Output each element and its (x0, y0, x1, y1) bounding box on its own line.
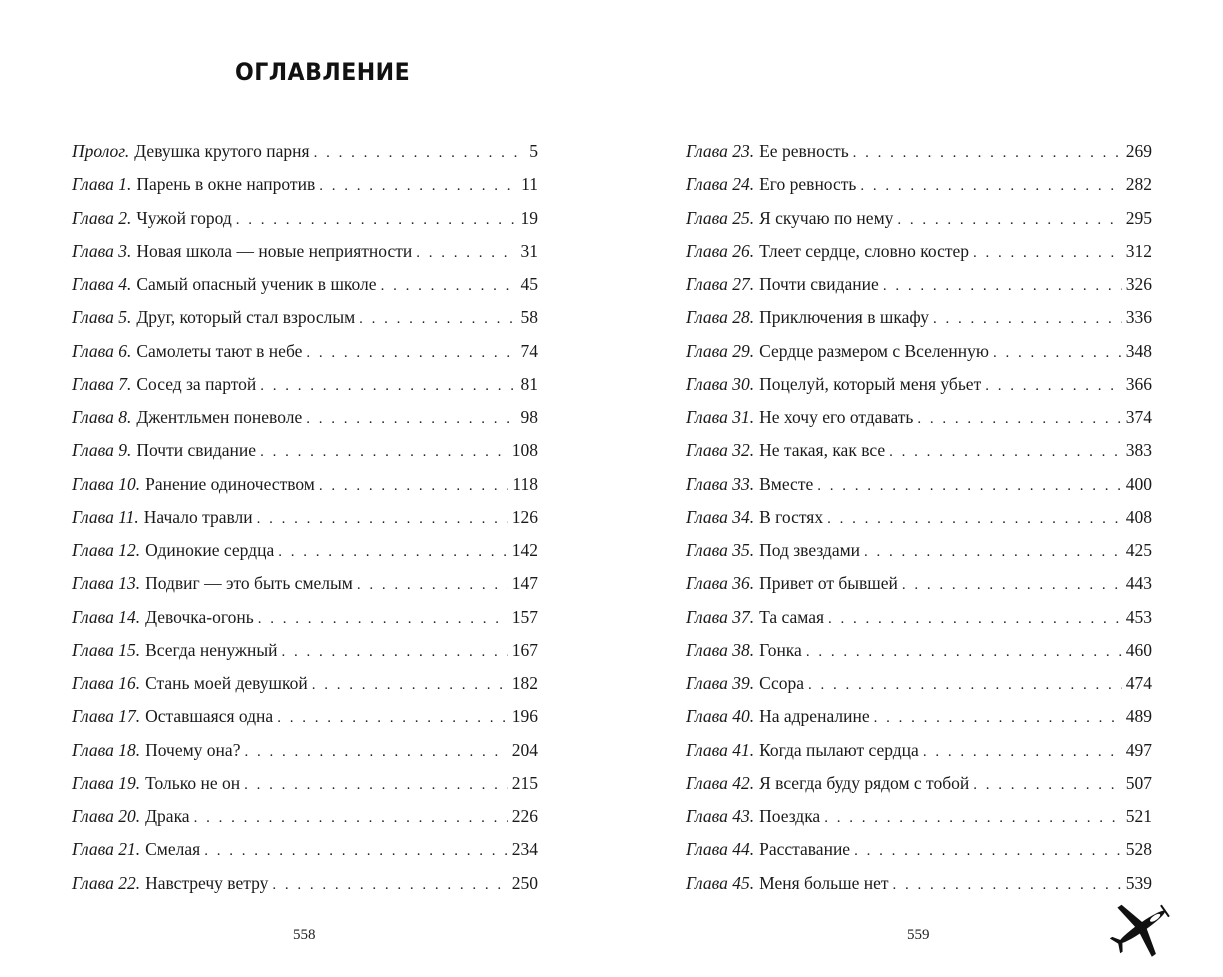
toc-entry-title: Чужой город (136, 207, 232, 228)
toc-entry (72, 833, 538, 866)
airplane-icon (1108, 893, 1176, 961)
toc-entry (72, 634, 538, 667)
dot-leader (319, 170, 517, 203)
toc-entry-title: Навстречу ветру (145, 872, 269, 893)
toc-entry-label: Глава 24. (686, 174, 755, 195)
toc-entry-page: 521 (1125, 806, 1152, 826)
toc-entry-page: 374 (1125, 407, 1152, 427)
dot-leader (828, 603, 1122, 636)
toc-entry-page: 19 (520, 207, 538, 228)
toc-entry-page: 366 (1125, 373, 1152, 394)
toc-entry-label: Глава 41. (686, 739, 755, 760)
toc-entry-page: 167 (511, 639, 538, 660)
toc-entry-title: Самый опасный ученик в школе (136, 274, 377, 294)
toc-entry (686, 634, 1152, 667)
toc-entry-label: Глава 36. (686, 573, 755, 594)
toc-entry-page: 98 (520, 407, 538, 427)
toc-entry-page: 215 (511, 772, 538, 793)
toc-entry-page: 383 (1125, 440, 1152, 461)
toc-entry-label: Глава 22. (72, 872, 141, 893)
dot-leader (917, 403, 1121, 436)
dot-leader (281, 636, 507, 669)
dot-leader (985, 370, 1122, 403)
dot-leader (260, 436, 508, 469)
toc-entry-page: 31 (520, 240, 538, 261)
toc-entry-title: Джентльмен поневоле (136, 407, 303, 427)
page-number-left: 558 (293, 927, 316, 943)
dot-leader (973, 237, 1122, 270)
dot-leader (889, 436, 1122, 469)
toc-entry-page: 295 (1125, 207, 1152, 228)
toc-entry (72, 567, 538, 600)
toc-entry-label: Глава 2. (72, 207, 132, 228)
toc-entry-title: Сосед за партой (136, 373, 257, 394)
toc-entry-page: 453 (1125, 606, 1152, 627)
toc-entry (686, 368, 1152, 401)
toc-entry-label: Глава 29. (686, 340, 755, 361)
toc-entry (72, 135, 538, 168)
toc-entry-label: Глава 44. (686, 839, 755, 860)
toc-entry-title: Ее ревность (759, 141, 849, 161)
dot-leader (808, 669, 1122, 702)
toc-entry-title: Друг, который стал взрослым (136, 307, 356, 328)
toc-entry-label: Глава 7. (72, 373, 132, 394)
dot-leader (381, 270, 517, 303)
toc-entry-page: 425 (1125, 540, 1152, 560)
toc-entry-label: Глава 30. (686, 373, 755, 394)
toc-entry-label: Глава 8. (72, 407, 132, 427)
toc-entry (72, 235, 538, 268)
toc-entry-title: В гостях (759, 506, 824, 527)
toc-entry-label: Глава 28. (686, 307, 755, 328)
toc-entry-label: Глава 12. (72, 540, 141, 560)
toc-entry-page: 196 (511, 706, 538, 727)
toc-entry-page: 312 (1125, 240, 1152, 261)
dot-leader (993, 337, 1122, 370)
dot-leader (314, 137, 526, 170)
toc-entry-title: Новая школа — новые неприятности (136, 240, 413, 261)
toc-entry (686, 601, 1152, 634)
toc-entry-title: Не такая, как все (759, 440, 886, 461)
toc-entry-title: Привет от бывшей (759, 573, 898, 594)
dot-leader (260, 370, 516, 403)
toc-entry (686, 168, 1152, 201)
toc-entry-label: Глава 32. (686, 440, 755, 461)
toc-entry (72, 734, 538, 767)
dot-leader (278, 536, 508, 569)
toc-entry-title: Я всегда буду рядом с тобой (759, 772, 970, 793)
toc-entry-label: Глава 13. (72, 573, 141, 594)
dot-leader (893, 869, 1122, 902)
dot-leader (204, 835, 508, 868)
toc-entry-page: 5 (529, 141, 538, 161)
toc-entry-label: Глава 33. (686, 473, 755, 494)
dot-leader (883, 270, 1122, 303)
toc-column-left (72, 135, 538, 900)
toc-entry (686, 434, 1152, 467)
toc-entry-title: Под звездами (759, 540, 861, 560)
toc-entry-label: Глава 21. (72, 839, 141, 860)
toc-entry (72, 168, 538, 201)
page-title: ОГЛАВЛЕНИЕ (235, 58, 411, 86)
toc-entry-page: 539 (1125, 872, 1152, 893)
toc-entry (686, 700, 1152, 733)
toc-entry (72, 501, 538, 534)
toc-entry (686, 833, 1152, 866)
dot-leader (272, 869, 507, 902)
dot-leader (824, 802, 1122, 835)
toc-entry-page: 400 (1125, 473, 1152, 494)
toc-entry-title: Стань моей девушкой (145, 673, 308, 693)
toc-entry (72, 867, 538, 900)
toc-entry-page: 74 (520, 340, 538, 361)
toc-entry-title: Одинокие сердца (145, 540, 275, 560)
toc-entry (686, 734, 1152, 767)
toc-entry-title: Почти свидание (759, 274, 879, 294)
toc-entry-label: Глава 38. (686, 639, 755, 660)
dot-leader (258, 603, 508, 636)
dot-leader (864, 536, 1122, 569)
dot-leader (854, 835, 1122, 868)
toc-entry-page: 182 (511, 673, 538, 693)
dot-leader (902, 569, 1122, 602)
dot-leader (194, 802, 508, 835)
toc-entry-title: Тлеет сердце, словно костер (759, 240, 970, 261)
toc-entry-title: Ранение одиночеством (145, 473, 315, 494)
toc-entry-page: 147 (511, 573, 538, 594)
toc-entry-title: Только не он (145, 772, 241, 793)
toc-entry-title: Драка (145, 806, 190, 826)
dot-leader (416, 237, 516, 270)
toc-entry (72, 700, 538, 733)
toc-entry-page: 474 (1125, 673, 1152, 693)
toc-entry-label: Глава 35. (686, 540, 755, 560)
toc-entry (686, 534, 1152, 567)
dot-leader (817, 470, 1122, 503)
toc-entry-page: 408 (1125, 506, 1152, 527)
dot-leader (923, 736, 1122, 769)
toc-entry-page: 326 (1125, 274, 1152, 294)
toc-entry-label: Глава 3. (72, 240, 132, 261)
toc-entry-page: 269 (1125, 141, 1152, 161)
toc-entry-page: 142 (511, 540, 538, 560)
toc-entry-label: Глава 15. (72, 639, 141, 660)
toc-entry-page: 118 (512, 473, 538, 494)
toc-entry-label: Глава 19. (72, 772, 141, 793)
toc-entry-label: Глава 40. (686, 706, 755, 727)
toc-entry (72, 434, 538, 467)
toc-entry-title: Парень в окне напротив (136, 174, 316, 195)
toc-entry-title: Приключения в шкафу (759, 307, 929, 328)
dot-leader (897, 204, 1121, 237)
toc-entry-page: 497 (1125, 739, 1152, 760)
toc-entry-label: Глава 11. (72, 506, 139, 527)
dot-leader (359, 303, 516, 336)
toc-entry-label: Глава 16. (72, 673, 141, 693)
toc-entry (686, 667, 1152, 700)
dot-leader (257, 503, 508, 536)
toc-entry (686, 335, 1152, 368)
toc-entry-page: 528 (1125, 839, 1152, 860)
dot-leader (874, 702, 1122, 735)
dot-leader (860, 170, 1121, 203)
toc-entry-page: 336 (1125, 307, 1152, 328)
toc-entry-title: Самолеты тают в небе (136, 340, 303, 361)
toc-entry (686, 268, 1152, 301)
toc-entry-label: Глава 9. (72, 440, 132, 461)
toc-entry-title: Я скучаю по нему (759, 207, 894, 228)
toc-entry-title: Поцелуй, который меня убьет (759, 373, 982, 394)
dot-leader (827, 503, 1122, 536)
toc-entry-label: Глава 37. (686, 606, 755, 627)
toc-entry-title: Та самая (759, 606, 825, 627)
toc-entry-title: Девушка крутого парня (134, 141, 310, 161)
toc-entry (686, 501, 1152, 534)
toc-entry-title: Расставание (759, 839, 851, 860)
toc-entry (686, 135, 1152, 168)
toc-entry-label: Глава 4. (72, 274, 132, 294)
toc-entry-page: 11 (521, 174, 538, 195)
toc-entry-label: Глава 31. (686, 407, 755, 427)
dot-leader (357, 569, 508, 602)
toc-entry-page: 489 (1125, 706, 1152, 727)
toc-entry (72, 335, 538, 368)
toc-entry-label: Глава 18. (72, 739, 141, 760)
toc-entry-title: Ссора (759, 673, 805, 693)
toc-entry (686, 767, 1152, 800)
toc-entry-page: 348 (1125, 340, 1152, 361)
toc-entry-label: Глава 1. (72, 174, 132, 195)
toc-entry (72, 401, 538, 434)
toc-entry (72, 368, 538, 401)
toc-entry-label: Пролог. (72, 141, 130, 161)
toc-entry-label: Глава 43. (686, 806, 755, 826)
toc-entry-label: Глава 23. (686, 141, 755, 161)
toc-entry (686, 867, 1152, 900)
toc-entry (686, 800, 1152, 833)
toc-entry (686, 567, 1152, 600)
toc-entry-page: 157 (511, 606, 538, 627)
toc-entry-label: Глава 17. (72, 706, 141, 727)
toc-entry-title: Смелая (145, 839, 201, 860)
toc-entry-title: Не хочу его отдавать (759, 407, 914, 427)
toc-entry (72, 202, 538, 235)
toc-entry-label: Глава 42. (686, 772, 755, 793)
toc-entry-page: 234 (511, 839, 538, 860)
toc-entry-title: Гонка (759, 639, 802, 660)
toc-entry (72, 667, 538, 700)
dot-leader (236, 204, 517, 237)
toc-entry (72, 534, 538, 567)
dot-leader (853, 137, 1122, 170)
toc-entry-label: Глава 45. (686, 872, 755, 893)
toc-entry-title: Меня больше нет (759, 872, 889, 893)
toc-entry-title: Вместе (759, 473, 814, 494)
toc-entry-page: 81 (520, 373, 538, 394)
toc-entry-label: Глава 39. (686, 673, 755, 693)
toc-entry-page: 204 (511, 739, 538, 760)
toc-entry-label: Глава 20. (72, 806, 141, 826)
toc-entry-title: Девочка-огонь (145, 606, 254, 627)
toc-entry (686, 301, 1152, 334)
toc-entry-label: Глава 6. (72, 340, 132, 361)
toc-entry-page: 282 (1125, 174, 1152, 195)
toc-entry-label: Глава 10. (72, 473, 141, 494)
toc-entry-title: Подвиг — это быть смелым (145, 573, 353, 594)
toc-entry-title: Его ревность (759, 174, 857, 195)
toc-column-right (686, 135, 1152, 900)
toc-entry-page: 108 (511, 440, 538, 461)
toc-entry-page: 250 (511, 872, 538, 893)
toc-entry-label: Глава 27. (686, 274, 755, 294)
toc-entry-title: Начало травли (143, 506, 253, 527)
toc-entry (72, 800, 538, 833)
toc-entry (686, 235, 1152, 268)
toc-entry-title: Сердце размером с Вселенную (759, 340, 989, 361)
toc-entry-page: 58 (520, 307, 538, 328)
toc-entry (686, 468, 1152, 501)
dot-leader (244, 736, 507, 769)
toc-entry-page: 443 (1125, 573, 1152, 594)
toc-entry-title: Почти свидание (136, 440, 257, 461)
toc-entry-label: Глава 26. (686, 240, 755, 261)
toc-entry-page: 226 (511, 806, 538, 826)
toc-entry-page: 45 (520, 274, 538, 294)
toc-entry-label: Глава 14. (72, 606, 141, 627)
toc-entry (72, 468, 538, 501)
dot-leader (306, 403, 516, 436)
toc-entry-page: 126 (511, 506, 538, 527)
toc-entry (72, 301, 538, 334)
toc-entry-title: Поездка (759, 806, 821, 826)
toc-entry (72, 767, 538, 800)
dot-leader (244, 769, 508, 802)
dot-leader (933, 303, 1122, 336)
toc-entry-page: 507 (1125, 772, 1152, 793)
toc-entry-title: Оставшаяся одна (145, 706, 274, 727)
toc-entry (686, 401, 1152, 434)
toc-entry-label: Глава 25. (686, 207, 755, 228)
dot-leader (277, 702, 508, 735)
toc-entry-title: Когда пылают сердца (759, 739, 919, 760)
dot-leader (306, 337, 516, 370)
page-number-right: 559 (907, 927, 930, 943)
dot-leader (973, 769, 1122, 802)
toc-entry-title: На адреналине (759, 706, 870, 727)
dot-leader (806, 636, 1122, 669)
toc-entry-title: Всегда ненужный (145, 639, 278, 660)
toc-entry (72, 601, 538, 634)
toc-entry-label: Глава 5. (72, 307, 132, 328)
dot-leader (319, 470, 509, 503)
toc-entry-label: Глава 34. (686, 506, 755, 527)
toc-entry (72, 268, 538, 301)
toc-entry-page: 460 (1125, 639, 1152, 660)
toc-entry (686, 202, 1152, 235)
dot-leader (312, 669, 508, 702)
toc-entry-title: Почему она? (145, 739, 241, 760)
